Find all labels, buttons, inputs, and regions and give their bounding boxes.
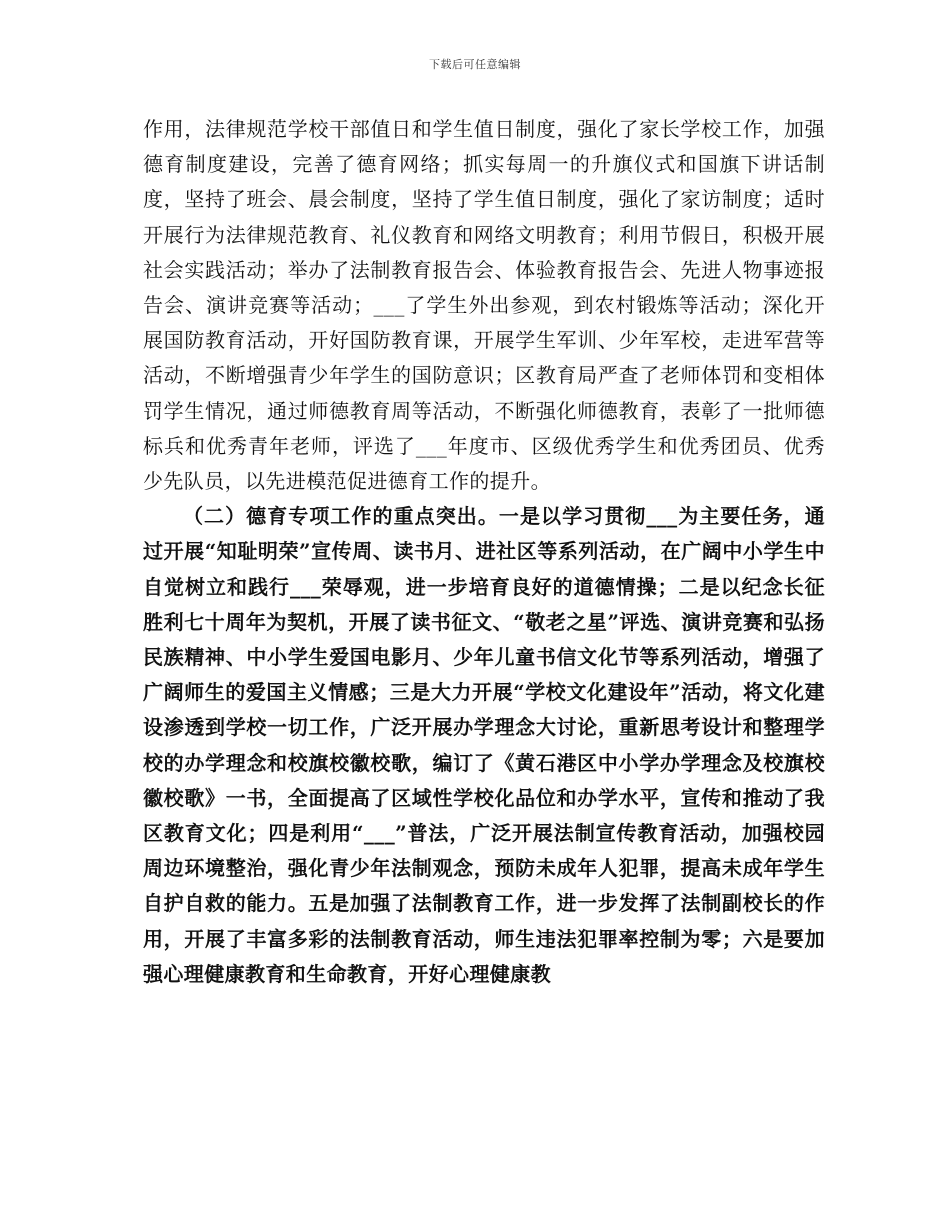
paragraph-moral-education-system: 作用，法律规范学校干部值日和学生值日制度，强化了家长学校工作，加强德育制度建设，完善了德育网络；抓实每周一的升旗仪式和国旗下讲话制度，坚持了班会、晨会制度，坚持了学生值日制度，强化了家访制度；适时开展行为法律规范教育、礼仪教育和网络文明教育；利用节假日，积极开展社会实践活动；举办了法制教育报告会、体验教育报告会、先进人物事迹报告会、演讲竞赛等活动；___了学生外出参观，到农村锻炼等活动；深化开展国防教育活动，开好国防教育课，开展学生军训、少年军校，走进军营等活动，不断增强青少年学生的国防意识；区教育局严查了老师体罚和变相体罚学生情况，通过师德教育周等活动，不断强化师德教育，表彰了一批师德标兵和优秀青年老师，评选了___年度市、区级优秀学生和优秀团员、优秀少先队员，以先进模范促进德育工作的提升。 <box>143 117 825 494</box>
document-body <box>143 112 825 992</box>
page-header: 下载后可任意编辑 <box>429 58 521 71</box>
paragraph-special-work-highlights: （二）德育专项工作的重点突出。一是以学习贯彻___为主要任务，通过开展“知耻明荣”宣传周、读书月、进社区等系列活动，在广阔中小学生中自觉树立和践行___荣辱观，进一步培育良好的道德情操；二是以纪念长征胜利七十周年为契机，开展了读书征文、“敬老之星”评选、演讲竞赛和弘扬民族精神、中小学生爱国电影月、少年儿童书信文化节等系列活动，增强了广阔师生的爱国主义情感；三是大力开展“学校文化建设年”活动，将文化建设渗透到学校一切工作，广泛开展办学理念大讨论，重新思考设计和整理学校的办学理念和校旗校徽校歌，编订了《黄石港区中小学办学理念及校旗校徽校歌》一书，全面提高了区域性学校化品位和办学水平，宣传和推动了我区教育文化；四是利用“___”普法，广泛开展法制宣传教育活动，加强校园周边环境整治，强化青少年法制观念，预防未成年人犯罪，提高未成年学生自护自救的能力。五是加强了法制教育工作，进一步发挥了法制副校长的作用，开展了丰富多彩的法制教育活动，师生违法犯罪率控制为零；六是要加强心理健康教育和生命教育，开好心理健康教 <box>143 504 825 986</box>
